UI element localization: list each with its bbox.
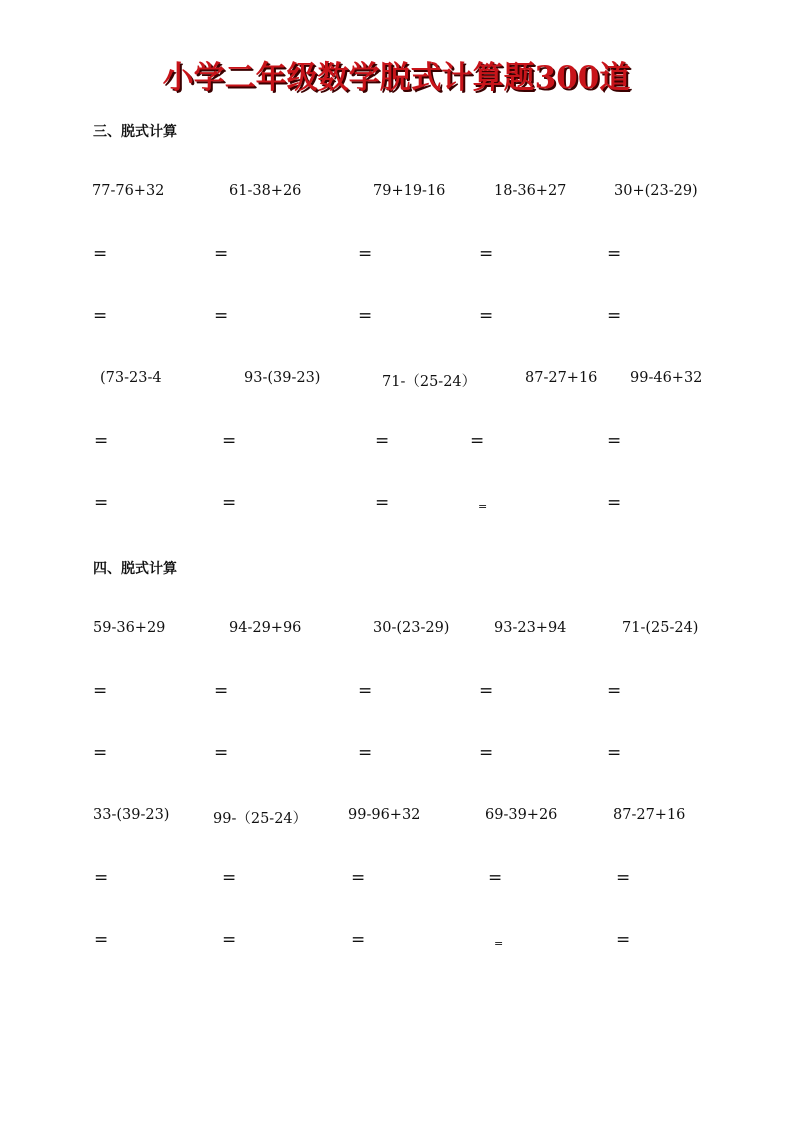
answer-equals: = [470, 431, 485, 451]
answer-equals: = [607, 244, 622, 264]
answer-equals: = [358, 743, 373, 763]
answer-equals: = [616, 868, 631, 888]
expression: 87-27+16 [525, 370, 598, 386]
answer-equals: = [351, 868, 366, 888]
expression: 99-46+32 [630, 370, 703, 386]
section-heading: 四、脱式计算 [93, 561, 177, 577]
answer-equals: = [222, 930, 237, 950]
expression: 71-（25-24） [382, 374, 477, 390]
expression: 99-96+32 [348, 807, 421, 823]
expression: (73-23-4 [100, 370, 162, 386]
answer-equals: = [93, 743, 108, 763]
expression: 99-（25-24） [213, 811, 308, 827]
answer-equals: = [93, 244, 108, 264]
answer-equals: = [358, 306, 373, 326]
answer-equals: = [94, 930, 109, 950]
answer-equals: = [93, 306, 108, 326]
expression: 33-(39-23) [93, 807, 170, 823]
answer-equals: = [479, 681, 494, 701]
answer-equals: = [479, 244, 494, 264]
page-title: 小学二年级数学脱式计算题300道 [162, 60, 631, 96]
expression: 30-(23-29) [373, 620, 450, 636]
answer-equals: = [607, 681, 622, 701]
expression: 69-39+26 [485, 807, 558, 823]
answer-equals: = [214, 306, 229, 326]
answer-equals: = [94, 868, 109, 888]
answer-equals: = [214, 244, 229, 264]
answer-equals: = [351, 930, 366, 950]
answer-equals: = [478, 500, 488, 513]
answer-equals: = [358, 244, 373, 264]
answer-equals: = [222, 868, 237, 888]
answer-equals: = [607, 306, 622, 326]
answer-equals: = [616, 930, 631, 950]
expression: 77-76+32 [92, 183, 165, 199]
answer-equals: = [222, 431, 237, 451]
expression: 18-36+27 [494, 183, 567, 199]
answer-equals: = [94, 431, 109, 451]
answer-equals: = [607, 431, 622, 451]
answer-equals: = [375, 431, 390, 451]
answer-equals: = [488, 868, 503, 888]
answer-equals: = [358, 681, 373, 701]
answer-equals: = [494, 937, 504, 950]
expression: 71-(25-24) [622, 620, 699, 636]
answer-equals: = [375, 493, 390, 513]
expression: 94-29+96 [229, 620, 302, 636]
expression: 61-38+26 [229, 183, 302, 199]
section-heading: 三、脱式计算 [93, 124, 177, 140]
expression: 59-36+29 [93, 620, 166, 636]
answer-equals: = [94, 493, 109, 513]
expression: 87-27+16 [613, 807, 686, 823]
answer-equals: = [222, 493, 237, 513]
answer-equals: = [93, 681, 108, 701]
expression: 93-23+94 [494, 620, 567, 636]
answer-equals: = [607, 493, 622, 513]
answer-equals: = [479, 306, 494, 326]
expression: 79+19-16 [373, 183, 446, 199]
expression: 93-(39-23) [244, 370, 321, 386]
expression: 30+(23-29) [614, 183, 698, 199]
answer-equals: = [479, 743, 494, 763]
answer-equals: = [214, 681, 229, 701]
answer-equals: = [214, 743, 229, 763]
answer-equals: = [607, 743, 622, 763]
